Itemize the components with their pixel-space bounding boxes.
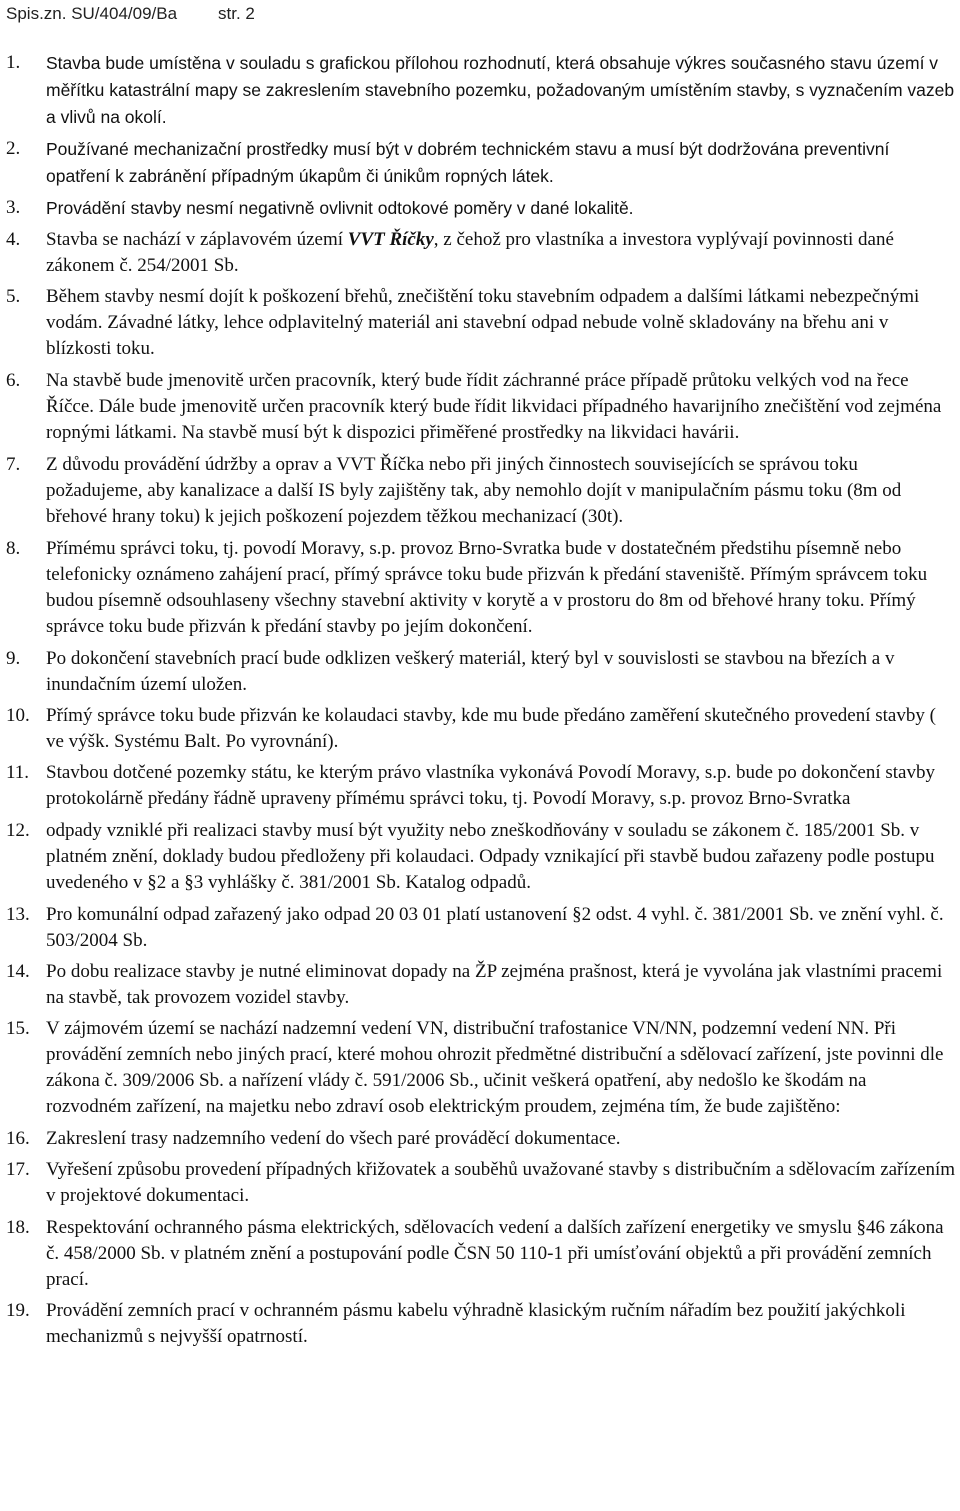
list-item [6, 227, 956, 279]
item-text: Provádění zemních prací v ochranném pásmu kabelu výhradně klasickým ručním nářadím bez použití jakýchkoli mechanizmů s nejvyšší opatrností. [46, 1300, 906, 1347]
item-number: 2. [6, 138, 21, 159]
list-item [6, 818, 956, 896]
item-text: Přímému správci toku, tj. povodí Moravy, s.p. provoz Brno-Svratka bude v dostatečném předstihu písemně nebo telefonicky oznámeno zahájení prací, přímý správce toku bude přizván k předání staveniště. Přímým správcem toku budou písemně odsouhlaseny všechny stavební aktivity v korytě a v prostoru do 8m od břehové hrany toku. Přímý správce toku bude přizván k předání stavby po jejím dokončení. [46, 538, 928, 637]
item-number: 18. [6, 1217, 30, 1238]
list-item [6, 646, 956, 698]
list-item [6, 959, 956, 1011]
item-number: 12. [6, 820, 30, 841]
list-item [6, 368, 956, 446]
list-item [6, 703, 956, 755]
item-text-emphasis: VVT Říčky [347, 229, 434, 250]
item-number: 3. [6, 197, 21, 218]
item-text: Během stavby nesmí dojít k poškození břehů, znečištění toku stavebním odpadem a dalšími látkami nebezpečnými vodám. Závadné látky, lehce odplavitelný materiál ani stavební odpad nebude volně skladovány na břehu ani v blízkosti toku. [46, 286, 920, 359]
item-text: Pro komunální odpad zařazený jako odpad 20 03 01 platí ustanovení §2 odst. 4 vyhl. č. 381/2001 Sb. ve znění vyhl. č. 503/2004 Sb. [46, 904, 944, 951]
list-item [6, 452, 956, 530]
item-number: 1. [6, 52, 21, 73]
list-item [6, 536, 956, 640]
item-number: 9. [6, 648, 21, 669]
item-text: Provádění stavby nesmí negativně ovlivnit odtokové poměry v dané lokalitě. [46, 198, 634, 218]
list-item [6, 1016, 956, 1120]
item-text: Respektování ochranného pásma elektrických, sdělovacích vedení a dalších zařízení energetiky ve smyslu §46 zákona č. 458/2000 Sb. v platném znění a postupování podle ČSN 50 110-1 při umísťování objektů a při provádění zemních prací. [46, 1217, 944, 1290]
item-number: 14. [6, 961, 30, 982]
page-number: str. 2 [218, 4, 255, 23]
file-reference: Spis.zn. SU/404/09/Ba [6, 4, 178, 23]
conditions-list [6, 50, 956, 1350]
item-text: Na stavbě bude jmenovitě určen pracovník, který bude řídit záchranné práce případě průtoku velkých vod na řece Říčce. Dále bude jmenovitě určen pracovník který bude řídit likvidaci případného havarijního znečištění vod zejména ropnými látkami. Na stavbě musí být k dispozici přiměřené prostředky na likvidaci havárii. [46, 370, 942, 443]
item-number: 8. [6, 538, 21, 559]
list-item [6, 1157, 956, 1209]
item-text: Zakreslení trasy nadzemního vedení do všech paré prováděcí dokumentace. [46, 1128, 621, 1149]
item-number: 17. [6, 1159, 30, 1180]
item-number: 10. [6, 705, 30, 726]
list-item [6, 195, 956, 222]
item-number: 11. [6, 762, 30, 783]
item-text: Po dobu realizace stavby je nutné eliminovat dopady na ŽP zejména prašnost, která je vyvolána jak vlastními pracemi na stavbě, tak provozem vozidel stavby. [46, 961, 943, 1008]
item-number: 19. [6, 1300, 30, 1321]
item-text: V zájmovém území se nachází nadzemní vedení VN, distribuční trafostanice VN/NN, podzemní vedení NN. Při provádění zemních nebo jiných prací, které mohou ohrozit předmětné distribuční a sdělovací zařízení, jste povinni dle zákona č. 309/2006 Sb. a nařízení vlády č. 591/2006 Sb., učinit veškerá opatření, aby nedošlo ke škodám na rozvodném zařízení, na majetku nebo zdraví osob elektrickým proudem, zejména tím, že bude zajištěno: [46, 1018, 944, 1117]
item-text: Po dokončení stavebních prací bude odklizen veškerý materiál, který byl v souvislosti se stavbou na březích a v inundačním území uložen. [46, 648, 895, 695]
list-item [6, 136, 956, 190]
list-item [6, 284, 956, 362]
list-item [6, 1126, 956, 1152]
item-text: Přímý správce toku bude přizván ke kolaudaci stavby, kde mu bude předáno zaměření skutečného provedení stavby ( ve výšk. Systému Balt. Po vyrovnání). [46, 705, 936, 752]
item-number: 5. [6, 286, 21, 307]
item-number: 13. [6, 904, 30, 925]
item-text: Používané mechanizační prostředky musí být v dobrém technickém stavu a musí být dodržována preventivní opatření k zabránění případným úkapům či únikům ropných látek. [46, 139, 890, 186]
item-number: 4. [6, 229, 21, 250]
item-text: Stavbou dotčené pozemky státu, ke kterým právo vlastníka vykonává Povodí Moravy, s.p. bude po dokončení stavby protokolárně předány řádně upraveny přímému správci toku, tj. Povodí Moravy, s.p. provoz Brno-Svratka [46, 762, 935, 809]
list-item [6, 760, 956, 812]
list-item [6, 902, 956, 954]
item-number: 7. [6, 454, 21, 475]
list-item [6, 1215, 956, 1293]
item-number: 6. [6, 370, 21, 391]
item-number: 15. [6, 1018, 30, 1039]
item-text: odpady vzniklé při realizaci stavby musí být využity nebo zneškodňovány v souladu se zákonem č. 185/2001 Sb. v platném znění, doklady budou předloženy při kolaudaci. Odpady vznikající při stavbě budou zařazeny podle postupu uvedeného v §2 a §3 vyhlášky č. 381/2001 Sb. Katalog odpadů. [46, 820, 935, 893]
item-text: Vyřešení způsobu provedení případných křižovatek a souběhů uvažované stavby s distribučním a sdělovacím zařízením v projektové dokumentaci. [46, 1159, 956, 1206]
list-item [6, 1298, 956, 1350]
page-header [6, 0, 266, 28]
item-text: Stavba se nachází v záplavovém území [46, 229, 348, 250]
item-text: Stavba bude umístěna v souladu s grafickou přílohou rozhodnutí, která obsahuje výkres současného stavu území v měřítku katastrální mapy se zakreslením stavebního pozemku, požadovaným umístěním stavby, s vyznačením vazeb a vlivů na okolí. [46, 53, 955, 127]
item-text: , z čehož pro vlastníka a investora vyplývají povinnosti dané zákonem č. 254/2001 Sb. [46, 229, 894, 276]
item-number: 16. [6, 1128, 30, 1149]
item-text: Z důvodu provádění údržby a oprav a VVT Říčka nebo při jiných činnostech souvisejících se správou toku požadujeme, aby kanalizace a další IS byly zajištěny tak, aby nemohlo dojít v manipulačním pásmu toku (8m od břehové hrany toku) k jejich poškození pojezdem těžkou mechanizací (30t). [46, 454, 902, 527]
list-item [6, 50, 956, 131]
